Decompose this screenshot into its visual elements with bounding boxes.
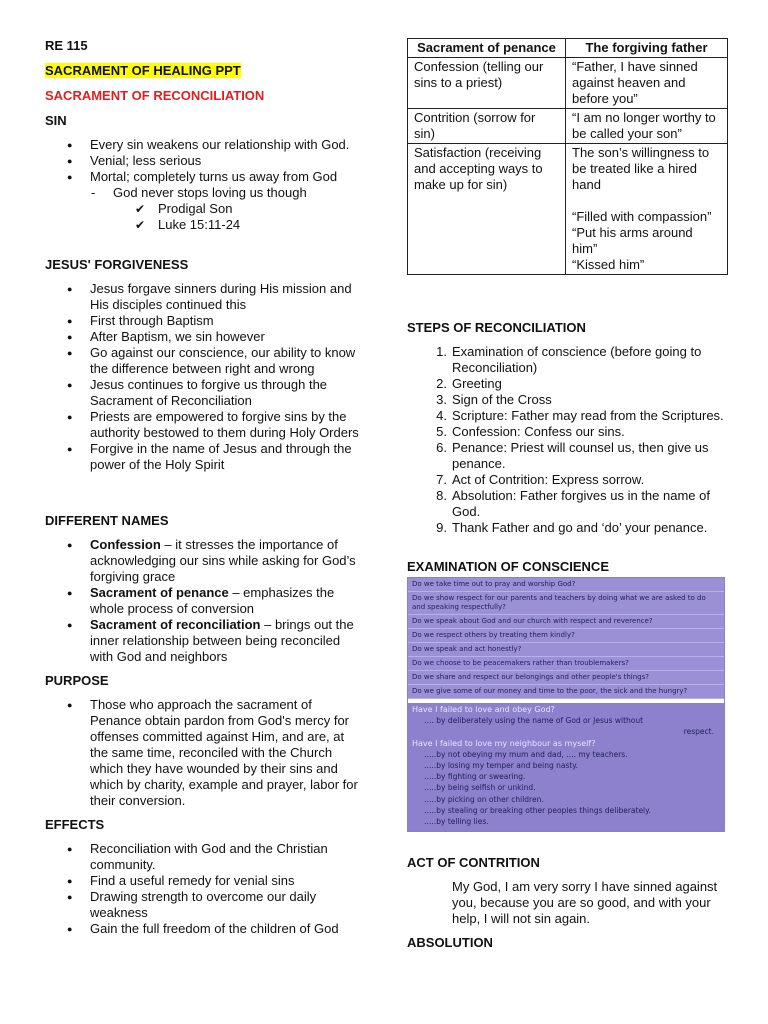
cell-line: “Filled with compassion” (572, 209, 712, 224)
list-item: 3. Sign of the Cross (436, 392, 552, 407)
exam-item: …..by being selfish or unkind. (424, 783, 536, 793)
purpose-heading: PURPOSE (45, 673, 109, 688)
term: Sacrament of reconciliation (90, 617, 261, 632)
exam-item: respect. (683, 727, 714, 737)
contrition-prayer: My God, I am very sorry I have sinned against you, because you are so good, and with your help, I will not sin again. (452, 879, 718, 926)
table-cell: Satisfaction (receiving and accepting ways to make up for sin) (408, 144, 566, 275)
exam-item: …. by deliberately using the name of God or Jesus without (424, 716, 644, 725)
list-item: ● Gain the full freedom of the children of God (45, 921, 365, 937)
ppt-title: SACRAMENT OF HEALING PPT (45, 63, 241, 78)
absolution-heading: ABSOLUTION (407, 935, 493, 950)
list-item: ● Every sin weakens our relationship with God. (45, 137, 365, 153)
names-heading: DIFFERENT NAMES (45, 513, 169, 528)
sin-list (45, 137, 365, 185)
exam-question: Do we speak about God and our church with respect and reverence? (408, 615, 724, 629)
exam-question: Do we give some of our money and time to the poor, the sick and the hungry? (408, 685, 724, 699)
table-cell: Confession (telling our sins to a priest) (408, 58, 566, 109)
exam-item: …..by telling lies. (424, 817, 489, 827)
list-item (45, 537, 365, 585)
contrition-heading: ACT OF CONTRITION (407, 855, 540, 870)
list-item: 1. Examination of conscience (before going to Reconciliation) (436, 344, 702, 375)
list-item: ● After Baptism, we sin however (45, 329, 365, 345)
cell-line: “Kissed him” (572, 257, 645, 272)
list-item (45, 617, 365, 665)
term-desc: – it stresses the importance of acknowledging our sins while asking for God’s forgiving grace (90, 537, 356, 584)
table-cell (566, 144, 728, 275)
exam-item: …..by not obeying my mum and dad, …. my teachers. (424, 749, 628, 759)
table-header-row (408, 39, 728, 58)
steps-heading: STEPS OF RECONCILIATION (407, 320, 586, 335)
exam-question: Do we choose to be peacemakers rather than troublemakers? (408, 657, 724, 671)
list-item: ● Priests are empowered to forgive sins by the authority bestowed to them during Holy Orders (45, 409, 365, 441)
list-item: ● Mortal; completely turns us away from God (45, 169, 365, 185)
list-item: 4. Scripture: Father may read from the Scriptures. (436, 408, 724, 423)
table-row (408, 109, 728, 144)
forgiveness-heading: JESUS' FORGIVENESS (45, 257, 189, 272)
effects-heading: EFFECTS (45, 817, 105, 832)
list-item: 5. Confession: Confess our sins. (436, 424, 625, 439)
exam-item: …..by fighting or swearing. (424, 772, 526, 782)
list-item: 9. Thank Father and go and ‘do’ your penance. (436, 520, 708, 535)
exam-question: Do we show respect for our parents and teachers by doing what we are asked to do and speaking respectfully? (408, 592, 724, 615)
sub-item: - God never stops loving us though (45, 185, 365, 201)
section-title: SACRAMENT OF RECONCILIATION (45, 88, 265, 103)
list-item: ● Jesus continues to forgive us through the Sacrament of Reconciliation (45, 377, 365, 409)
exam-heading: EXAMINATION OF CONSCIENCE (407, 559, 609, 574)
exam-question: Do we share and respect our belongings and other people's things? (408, 671, 724, 685)
names-list (45, 537, 365, 665)
list-item: ● Forgive in the name of Jesus and through the power of the Holy Spirit (45, 441, 365, 473)
list-item: 2. Greeting (436, 376, 502, 391)
exam-question: Do we respect others by treating them kindly? (408, 629, 724, 643)
cell-line: The son’s willingness to be treated like a hired hand (572, 145, 710, 192)
sin-list-block (45, 137, 365, 233)
list-item: 8. Absolution: Father forgives us in the name of God. (436, 488, 710, 519)
table-cell: Contrition (sorrow for sin) (408, 109, 566, 144)
list-item: 6. Penance: Priest will counsel us, then give us penance. (436, 440, 709, 471)
examination-image (407, 577, 725, 832)
table-row (408, 144, 728, 275)
exam-subheading: Have I failed to love and obey God? (412, 705, 555, 714)
exam-panel (408, 703, 724, 831)
table-cell: “Father, I have sinned against heaven and before you” (566, 58, 728, 109)
list-item: ● First through Baptism (45, 313, 365, 329)
table-cell: “I am no longer worthy to be called your son” (566, 109, 728, 144)
steps-list (407, 344, 727, 536)
table-row (408, 58, 728, 109)
exam-item: …..by losing my temper and being nasty. (424, 760, 579, 770)
cell-line: “Put his arms around him” (572, 225, 693, 256)
comparison-table (407, 38, 728, 275)
table-header: The forgiving father (566, 39, 728, 58)
list-item: ● Drawing strength to overcome our daily weakness (45, 889, 365, 921)
check-item: ✔ Prodigal Son (45, 201, 365, 217)
effects-list (45, 841, 365, 937)
list-item: ● Reconciliation with God and the Christian community. (45, 841, 365, 873)
purpose-list (45, 697, 365, 809)
exam-item: …..by picking on other children. (424, 794, 544, 804)
exam-item: …..by stealing or breaking other peoples things deliberately. (424, 806, 651, 816)
list-item: ● Go against our conscience, our ability to know the difference between right and wrong (45, 345, 365, 377)
list-item: ● Those who approach the sacrament of Penance obtain pardon from God's mercy for offenses committed against Him, and are, at the same time, reconciled with the Church which they have wounded by their sins and which by charity, example and prayer, labor for their conversion. (45, 697, 365, 809)
check-item: ✔ Luke 15:11-24 (45, 217, 365, 233)
term-desc: – emphasizes the whole process of conversion (90, 585, 335, 616)
term: Confession (90, 537, 161, 552)
term: Sacrament of penance (90, 585, 229, 600)
exam-subheading: Have I failed to love my neighbour as myself? (412, 738, 596, 748)
table-header: Sacrament of penance (408, 39, 566, 58)
list-item: ● Find a useful remedy for venial sins (45, 873, 365, 889)
sin-heading: SIN (45, 113, 67, 128)
list-item: ● Venial; less serious (45, 153, 365, 169)
exam-question: Do we speak and act honestly? (408, 643, 724, 657)
exam-question: Do we take time out to pray and worship God? (408, 578, 724, 592)
list-item: 7. Act of Contrition: Express sorrow. (436, 472, 645, 487)
list-item: ● Jesus forgave sinners during His mission and His disciples continued this (45, 281, 365, 313)
course-code: RE 115 (45, 38, 88, 53)
list-item (45, 585, 365, 617)
forgiveness-list (45, 281, 365, 473)
term-desc: – brings out the inner relationship between being reconciled with God and neighbors (90, 617, 354, 664)
